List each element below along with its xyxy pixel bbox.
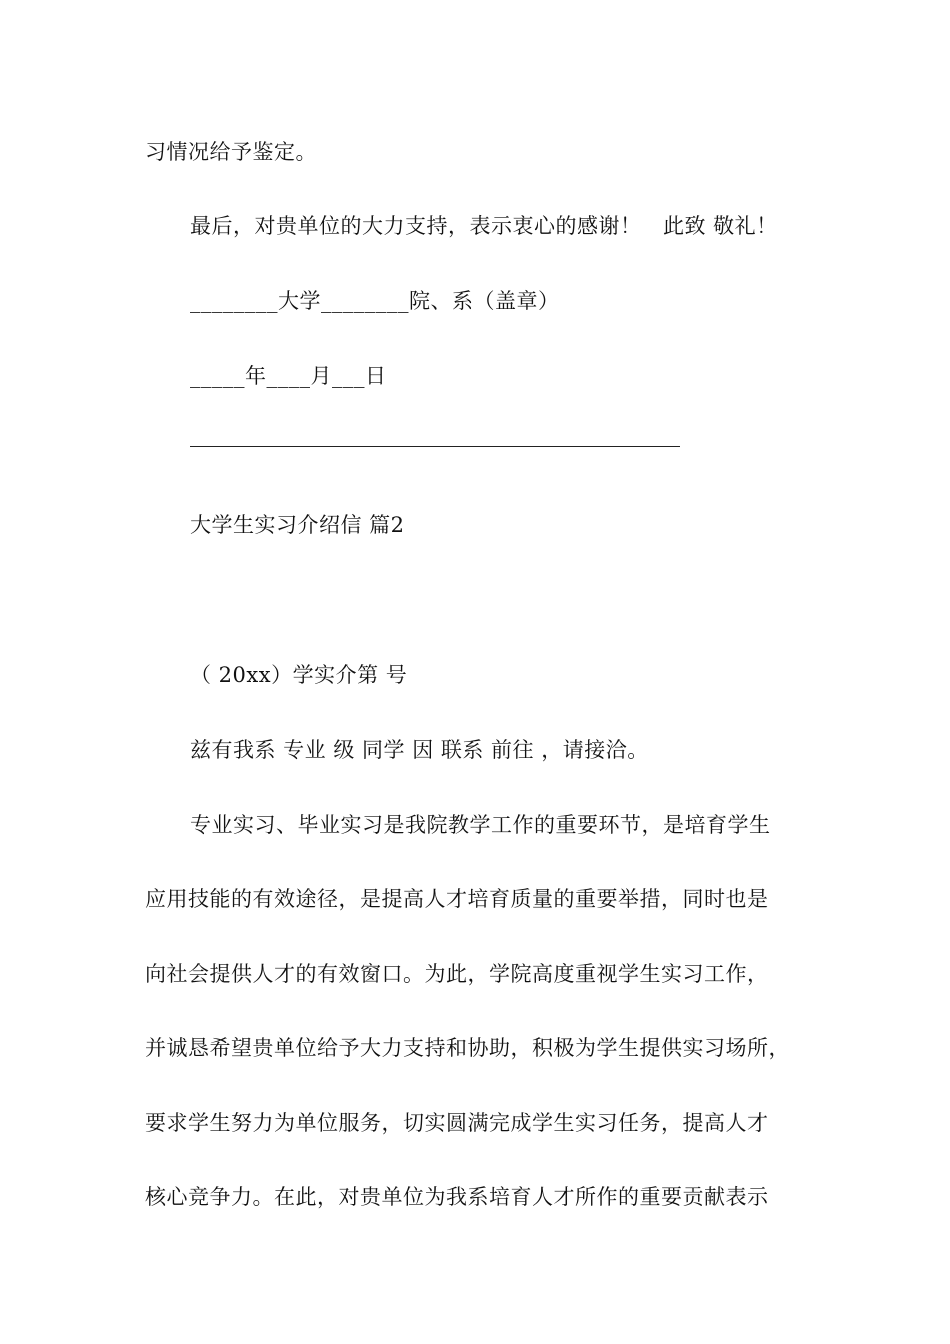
paragraph-line: 向社会提供人才的有效窗口。为此，学院高度重视学生实习工作， [145, 962, 769, 986]
paragraph-line: 专业实习、毕业实习是我院教学工作的重要环节，是培育学生 [190, 813, 771, 837]
reference-number: （ 20xx）学实介第 号 [190, 663, 408, 687]
paragraph-line: 核心竞争力。在此，对贵单位为我系培育人才所作的重要贡献表示 [145, 1185, 769, 1209]
intro-line: 兹有我系 专业 级 同学 因 联系 前往 ，请接洽。 [190, 738, 649, 762]
paragraph-line: 要求学生努力为单位服务，切实圆满完成学生实习任务，提高人才 [145, 1111, 769, 1135]
paragraph-line: 习情况给予鉴定。 [145, 140, 317, 164]
date-line: _____年____月___日 [190, 364, 387, 388]
paragraph-line: 应用技能的有效途径，是提高人才培育质量的重要举措，同时也是 [145, 887, 769, 911]
separator-rule [190, 446, 680, 447]
closing-line: 最后，对贵单位的大力支持，表示衷心的感谢！ 此致 敬礼！ [190, 214, 778, 238]
paragraph-line: 并诚恳希望贵单位给予大力支持和协助，积极为学生提供实习场所， [145, 1036, 790, 1060]
section-title: 大学生实习介绍信 篇2 [190, 513, 405, 537]
signature-line: ________大学________院、系（盖章） [190, 289, 560, 313]
